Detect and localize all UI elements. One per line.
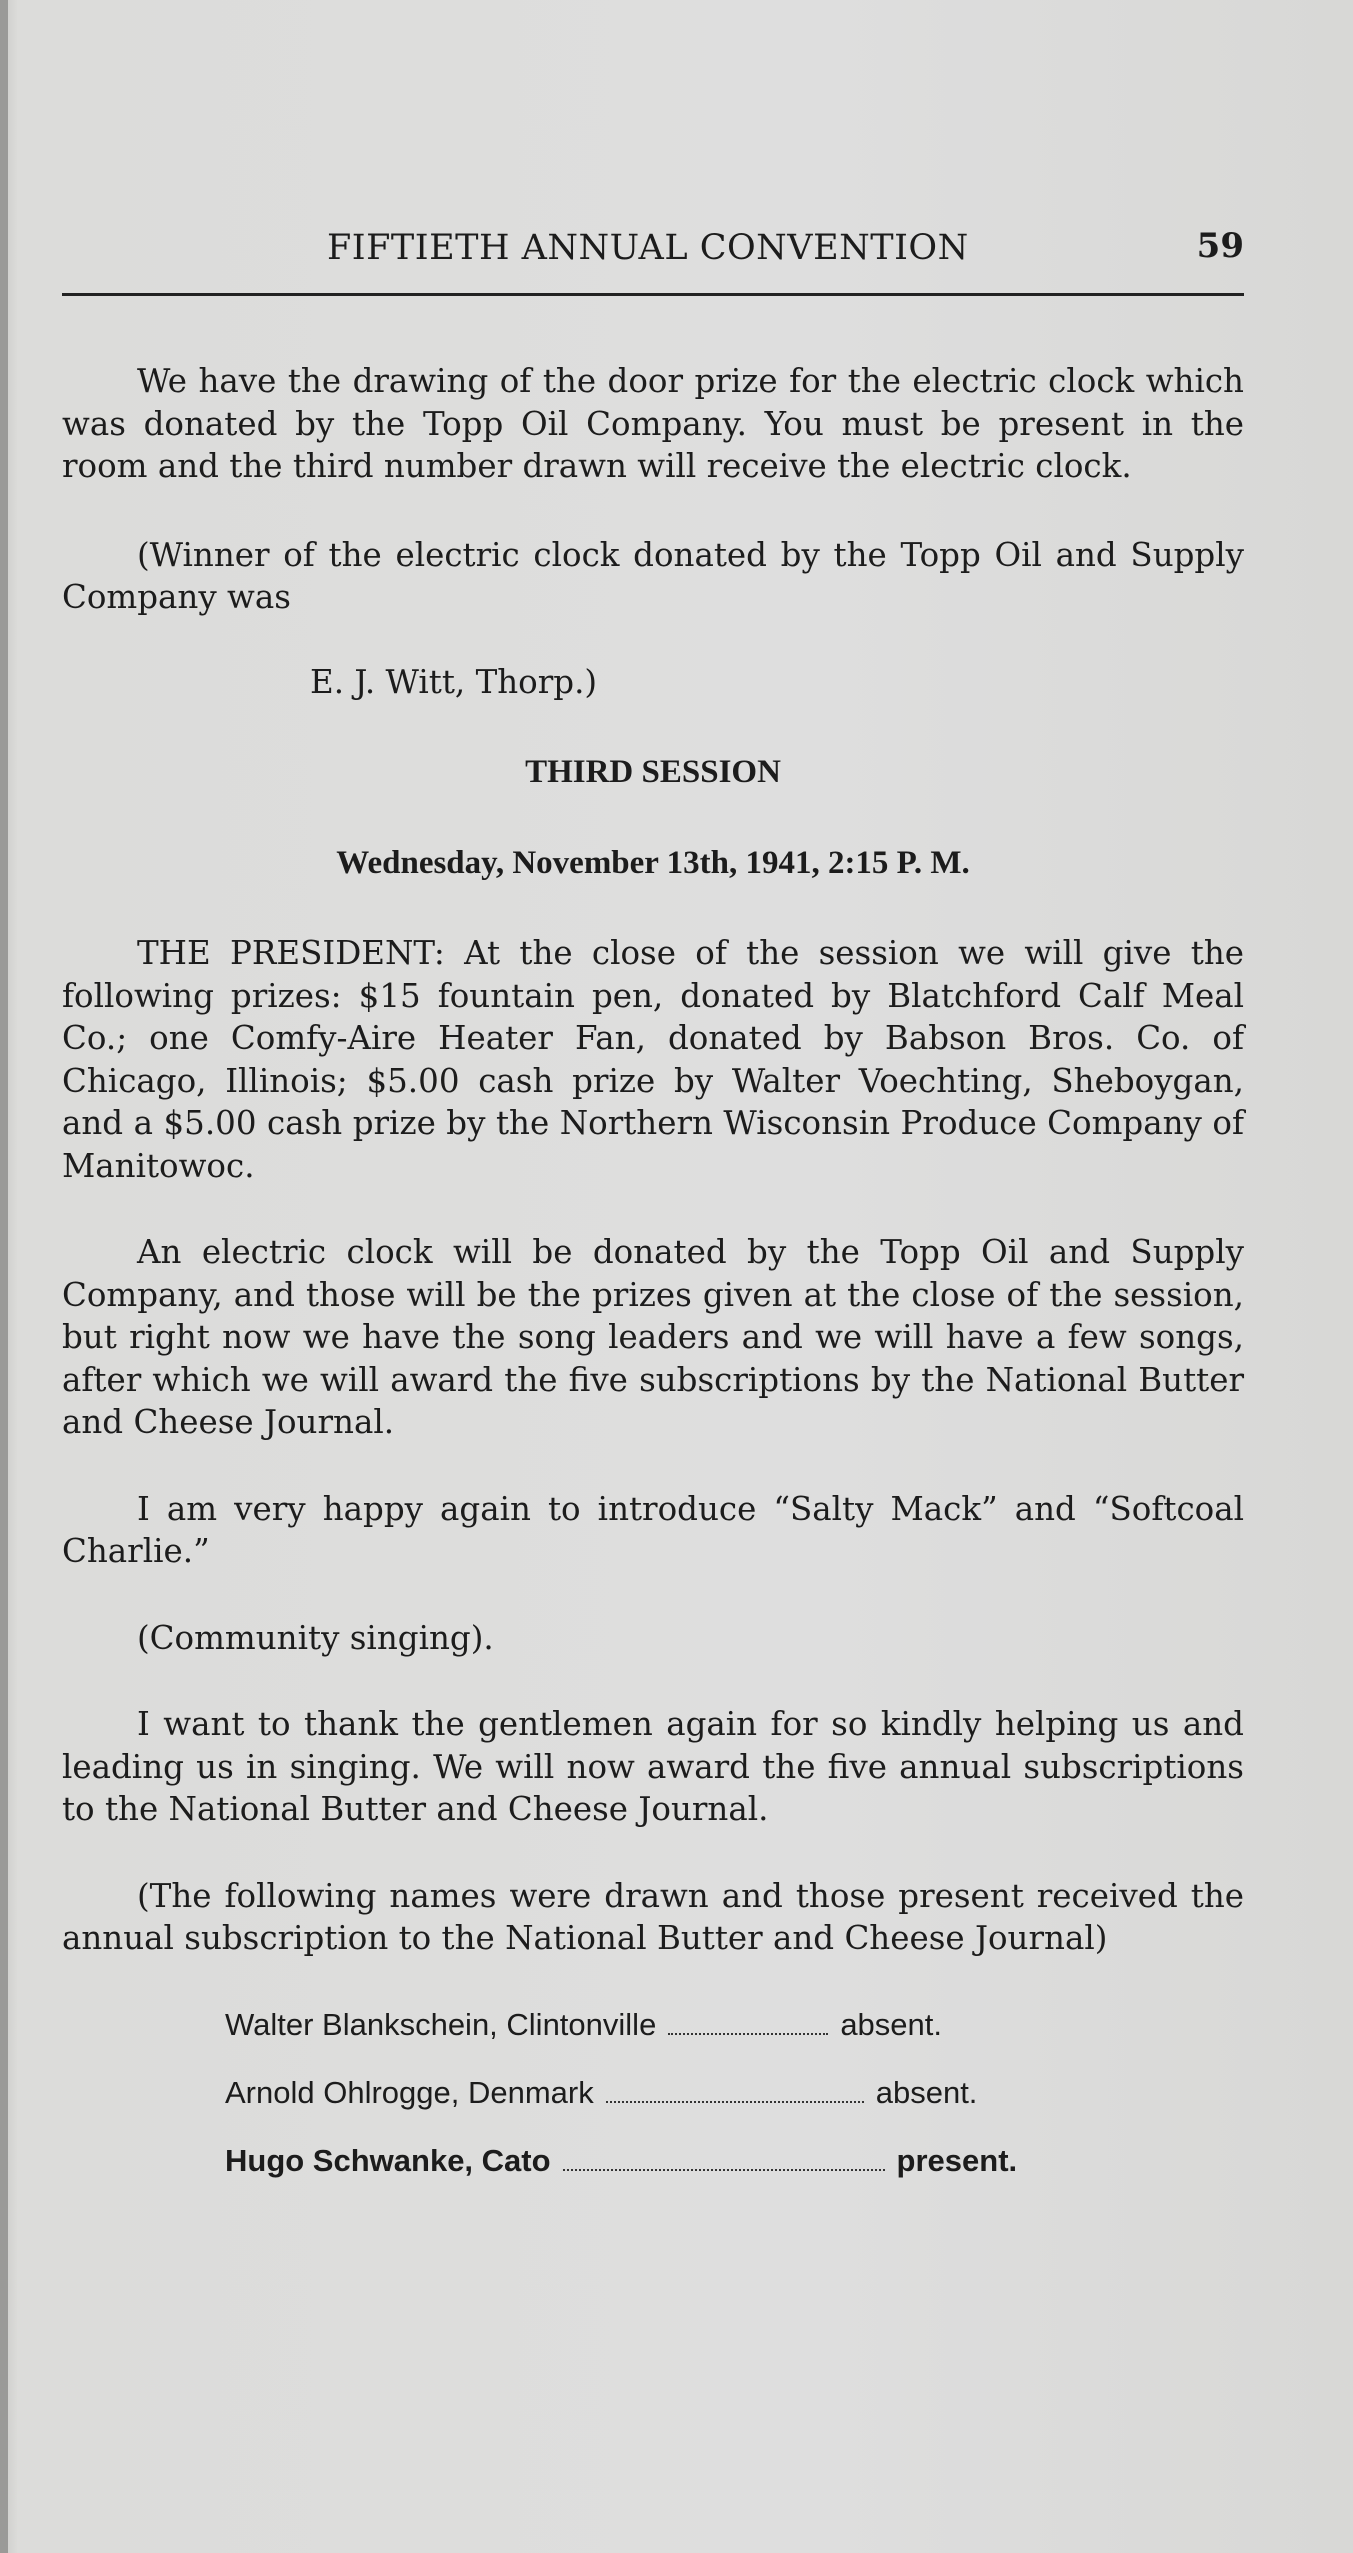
page-number: 59	[1196, 226, 1244, 266]
dotted-leader	[668, 2032, 828, 2035]
paragraph-winner-note: (Winner of the electric clock donated by the Topp Oil and Supply Company was	[62, 535, 1244, 616]
paragraph-thanks: I want to thank the gentlemen again for so kindly helping us and leading us in singing. We will now award the five annual subscriptions to the National Butter and Cheese Journal.	[62, 1705, 1244, 1828]
entry-status: absent.	[840, 2006, 943, 2042]
winner-name: E. J. Witt, Thorp.)	[310, 662, 598, 701]
entry-name: Arnold Ohlrogge, Denmark	[225, 2074, 594, 2110]
page-body	[62, 360, 1244, 2208]
list-item	[225, 2004, 1244, 2072]
paragraph-president-prizes: THE PRESIDENT: At the close of the session we will give the following prizes: $15 fountain pen, donated by Blatchford Calf Meal Co.; one Comfy-Aire Heater Fan, donated by Babson Bros. Co. of Chicago, Illinois; $5.00 cash prize by Walter Voechting, Sheboygan, and a $5.00 cash prize by the Northern Wisconsin Produce Company of Manitowoc.	[62, 934, 1244, 1185]
page-header	[62, 222, 1244, 282]
paragraph-names-drawn: (The following names were drawn and those present received the annual subscription to the National Butter and Cheese Journal)	[62, 1876, 1244, 1957]
page-spine	[0, 0, 8, 2553]
session-date: Wednesday, November 13th, 1941, 2:15 P. M.	[336, 844, 970, 881]
dotted-leader	[606, 2100, 864, 2103]
entry-status: present.	[896, 2142, 1018, 2178]
list-item	[225, 2072, 1244, 2140]
paragraph-electric-clock: An electric clock will be donated by the Topp Oil and Supply Company, and those will be the prizes given at the close of the session, but right now we have the song leaders and we will have a few songs, after which we will award the five subscriptions by the National Butter and Cheese Journal.	[62, 1233, 1244, 1441]
subscription-list	[62, 2004, 1244, 2208]
paragraph-introduction: I am very happy again to introduce “Salty Mack” and “Softcoal Charlie.”	[62, 1489, 1244, 1570]
paragraph-community-singing: (Community singing).	[137, 1618, 494, 1657]
entry-name: Walter Blankschein, Clintonville	[225, 2006, 657, 2042]
header-rule	[62, 293, 1244, 296]
dotted-leader	[563, 2168, 885, 2171]
running-title: FIFTIETH ANNUAL CONVENTION	[327, 228, 969, 268]
entry-status: absent.	[875, 2074, 978, 2110]
list-item	[225, 2140, 1244, 2208]
session-heading: THIRD SESSION	[525, 754, 781, 790]
entry-name: Hugo Schwanke, Cato	[225, 2142, 551, 2178]
paragraph-door-prize: We have the drawing of the door prize for the electric clock which was donated by the Topp Oil Company. You must be present in the room and the third number drawn will receive the electric clock.	[62, 362, 1244, 485]
